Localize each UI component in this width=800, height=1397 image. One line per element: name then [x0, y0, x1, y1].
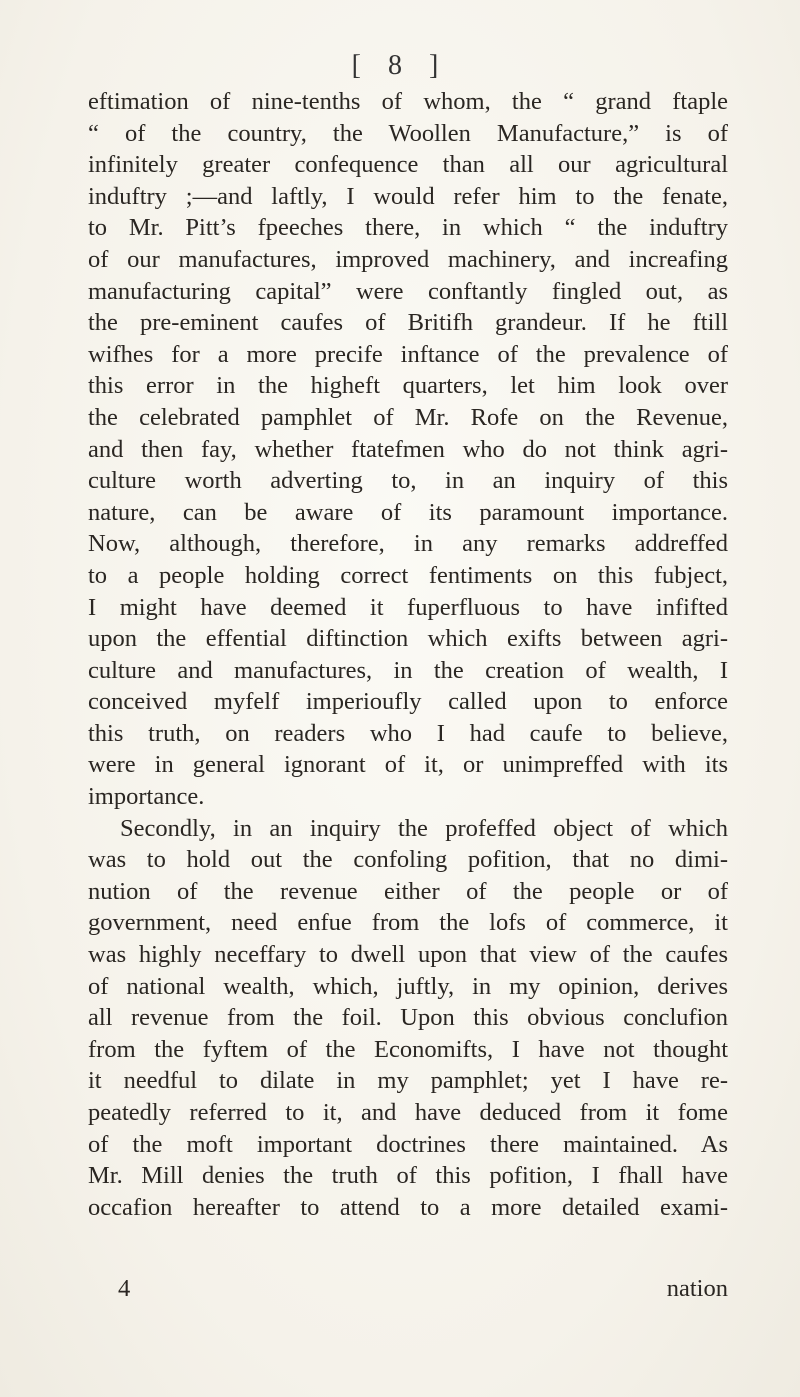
text-line: upon the effential diftinction which exifts between agri- [88, 625, 728, 653]
text-line: of our manufactures, improved machinery, and increafing [88, 245, 728, 273]
text-line: the celebrated pamphlet of Mr. Rofe on the Revenue, [88, 403, 728, 431]
text-line: peatedly referred to it, and have deduced from it fome [88, 1099, 728, 1126]
text-line: and then fay, whether ftatefmen who do not think agri- [88, 435, 728, 463]
text-line: of national wealth, which, juftly, in my opinion, derives [88, 972, 728, 1000]
text-line: Secondly, in an inquiry the profeffed object of which [120, 814, 728, 842]
page-footer [88, 1275, 728, 1307]
body-text [88, 86, 728, 1223]
text-line: it needful to dilate in my pamphlet; yet I have re- [88, 1067, 728, 1095]
text-line: nature, can be aware of its paramount importance. [88, 498, 728, 526]
text-line: importance. [88, 783, 205, 811]
text-line: wifhes for a more precife inftance of the prevalence of [88, 340, 728, 368]
text-line: from the fyftem of the Economifts, I have not thought [88, 1035, 728, 1063]
text-line: culture and manufactures, in the creation of wealth, I [88, 656, 728, 684]
text-line: occafion hereafter to attend to a more detailed exami- [88, 1193, 728, 1221]
text-line: were in general ignorant of it, or unimpreffed with its [88, 751, 728, 779]
text-line: to Mr. Pitt’s fpeeches there, in which “ the induftry [88, 214, 728, 242]
signature-mark: 4 [118, 1275, 131, 1302]
text-line: infinitely greater confequence than all our agricultural [88, 151, 728, 179]
catchword: nation [666, 1275, 728, 1302]
text-line: nution of the revenue either of the people or of [88, 877, 728, 905]
text-line: was highly neceffary to dwell upon that view of the caufes [88, 941, 728, 969]
text-line: I might have deemed it fuperfluous to have infifted [88, 593, 728, 621]
text-line: all revenue from the foil. Upon this obvious conclufion [88, 1004, 728, 1032]
text-line: Mr. Mill denies the truth of this pofition, I fhall have [88, 1162, 728, 1190]
text-line: conceived myfelf imperioufly called upon to enforce [88, 688, 728, 716]
text-line: induftry ;—and laftly, I would refer him to the fenate, [88, 182, 728, 210]
text-line: this truth, on readers who I had caufe to believe, [88, 719, 728, 747]
text-line: Now, although, therefore, in any remarks addreffed [88, 530, 728, 558]
text-line: “ of the country, the Woollen Manufacture,” is of [88, 119, 728, 147]
text-line: this error in the higheft quarters, let him look over [88, 372, 728, 400]
page-number-header: [ 8 ] [351, 50, 449, 81]
text-line: government, need enfue from the lofs of commerce, it [88, 909, 728, 937]
text-line: to a people holding correct fentiments on this fubject, [88, 561, 728, 589]
text-line: manufacturing capital” were conftantly fingled out, as [88, 277, 728, 305]
text-line: culture worth adverting to, in an inquiry of this [88, 467, 728, 495]
text-line: of the moft important doctrines there maintained. As [88, 1130, 728, 1158]
text-line: eftimation of nine-tenths of whom, the “ grand ftaple [88, 88, 728, 115]
text-line: was to hold out the confoling pofition, that no dimi- [88, 846, 728, 874]
text-line: the pre-eminent caufes of Britifh grandeur. If he ftill [88, 309, 728, 337]
